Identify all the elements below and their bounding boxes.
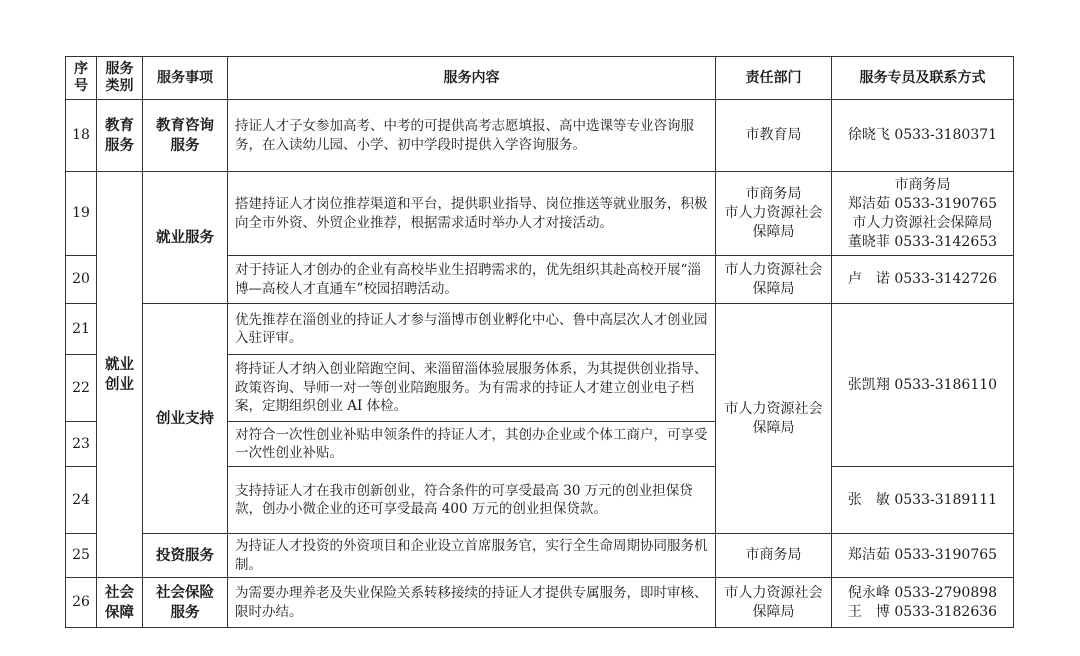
dept-line: 市商务局 [745,186,802,202]
row-number: 23 [66,422,97,467]
service-category: 教育服务 [97,100,143,172]
table-row [66,304,1014,355]
service-item: 就业服务 [143,172,228,304]
service-contact: 郑洁茹 0533-3190765 [832,534,1014,578]
header-item: 服务事项 [143,57,228,100]
row-number: 18 [66,100,97,172]
row-number: 22 [66,355,97,422]
responsible-dept: 市商务局 [716,534,832,578]
row-number: 25 [66,534,97,578]
service-content: 将持证人才纳入创业陪跑空间、来淄留淄体验展服务体系，为其提供创业指导、政策咨询、导师一对一等创业陪跑服务。为有需求的持证人才建立创业电子档案，定期组织创业 AI 体检。 [228,355,716,422]
row-number: 21 [66,304,97,355]
table-row [66,100,1014,172]
header-no: 序号 [66,57,97,100]
service-content: 支持持证人才在我市创新创业，符合条件的可享受最高 30 万元的创业担保贷款，创办小微企业的还可享受最高 400 万元的创业担保贷款。 [228,467,716,534]
header-content: 服务内容 [228,57,716,100]
row-number: 26 [66,578,97,628]
row-number: 20 [66,256,97,304]
service-content: 为需要办理养老及失业保险关系转移接续的持证人才提供专属服务，即时审核、限时办结。 [228,578,716,628]
header-contact: 服务专员及联系方式 [832,57,1014,100]
service-contact [832,172,1014,256]
service-contact [832,578,1014,628]
service-contact: 张 敏 0533-3189111 [832,467,1014,534]
row-number: 24 [66,467,97,534]
service-table [65,56,1014,628]
header-dept: 责任部门 [716,57,832,100]
service-content: 为持证人才投资的外资项目和企业设立首席服务官，实行全生命周期协同服务机制。 [228,534,716,578]
table-row [66,578,1014,628]
responsible-dept: 市人力资源社会保障局 [716,304,832,534]
contact-line: 市商务局 [894,176,951,193]
table-row [66,534,1014,578]
service-content: 搭建持证人才岗位推荐渠道和平台，提供职业指导、岗位推送等就业服务，积极向全市外资、外贸企业推荐，根据需求适时举办人才对接活动。 [228,172,716,256]
service-category: 社会保障 [97,578,143,628]
service-contact: 卢 诺 0533-3142726 [832,256,1014,304]
responsible-dept [716,172,832,256]
responsible-dept: 市教育局 [716,100,832,172]
service-item: 教育咨询服务 [143,100,228,172]
service-category: 就业创业 [97,172,143,578]
service-contact: 徐晓飞 0533-3180371 [832,100,1014,172]
responsible-dept: 市人力资源社会保障局 [716,578,832,628]
row-number: 19 [66,172,97,256]
service-contact: 张凯翔 0533-3186110 [832,304,1014,467]
service-table-sheet [65,56,1014,628]
contact-line: 王 博 0533-3182636 [847,603,998,620]
table-header-row [66,57,1014,100]
header-category: 服务类别 [97,57,143,100]
contact-line: 倪永峰 0533-2790898 [847,584,998,601]
contact-line: 市人力资源社会保障局 [852,214,993,231]
table-row [66,172,1014,256]
responsible-dept: 市人力资源社会保障局 [716,256,832,304]
service-content: 持证人才子女参加高考、中考的可提供高考志愿填报、高中选课等专业咨询服务，在入读幼儿园、小学、初中学段时提供入学咨询服务。 [228,100,716,172]
dept-line: 市人力资源社会保障局 [724,205,823,240]
service-item: 社会保险服务 [143,578,228,628]
service-content: 优先推荐在淄创业的持证人才参与淄博市创业孵化中心、鲁中高层次人才创业园入驻评审。 [228,304,716,355]
service-content: 对符合一次性创业补贴申领条件的持证人才，其创办企业或个体工商户，可享受一次性创业补贴。 [228,422,716,467]
service-item: 创业支持 [143,304,228,534]
contact-line: 董晓菲 0533-3142653 [847,233,998,250]
service-content: 对于持证人才创办的企业有高校毕业生招聘需求的，优先组织其赴高校开展“淄博—高校人才直通车”校园招聘活动。 [228,256,716,304]
contact-line: 郑洁茹 0533-3190765 [847,195,998,212]
service-item: 投资服务 [143,534,228,578]
